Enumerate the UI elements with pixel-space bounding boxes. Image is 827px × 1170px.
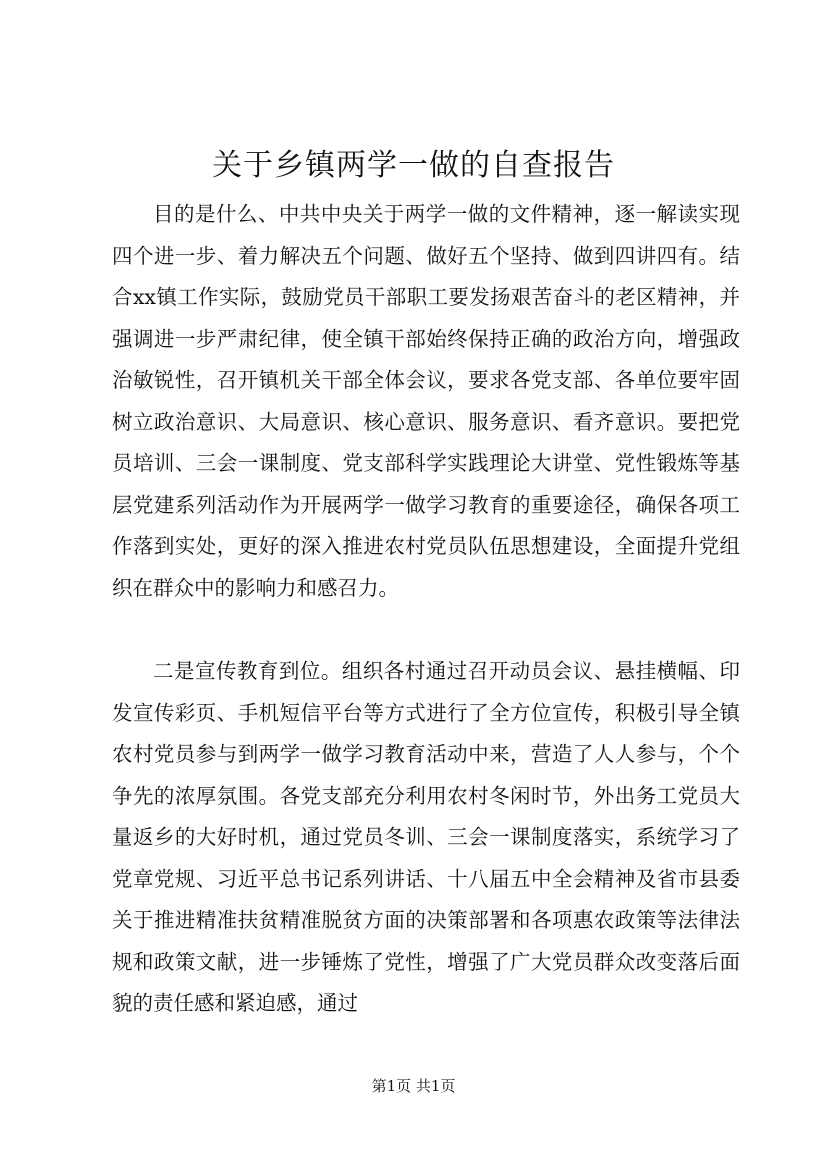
paragraph-1: 目的是什么、中共中央关于两学一做的文件精神，逐一解读实现四个进一步、着力解决五个问题、做好五个坚持、做到四讲四有。结合xx镇工作实际，鼓励党员干部职工要发扬艰苦奋斗的老区精神，并强调进一步严肃纪律，使全镇干部始终保持正确的政治方向，增强政治敏锐性，召开镇机关干部全体会议，要求各党支部、各单位要牢固树立政治意识、大局意识、核心意识、服务意识、看齐意识。要把党员培训、三会一课制度、党支部科学实践理论大讲堂、党性锻炼等基层党建系列活动作为开展两学一做学习教育的重要途径，确保各项工作落到实处，更好的深入推进农村党员队伍思想建设，全面提升党组织在群众中的影响力和感召力。 (112, 202, 740, 600)
document-title: 关于乡镇两学一做的自查报告 (212, 148, 615, 183)
paragraph-2: 二是宣传教育到位。组织各村通过召开动员会议、悬挂横幅、印发宣传彩页、手机短信平台等方式进行了全方位宣传，积极引导全镇农村党员参与到两学一做学习教育活动中来，营造了人人参与，个个争先的浓厚氛围。各党支部充分利用农村冬闲时节，外出务工党员大量返乡的大好时机，通过党员冬训、三会一课制度落实，系统学习了党章党规、习近平总书记系列讲话、十八届五中全会精神及省市县委关于推进精准扶贫精准脱贫方面的决策部署和各项惠农政策等法律法规和政策文献，进一步锤炼了党性，增强了广大党员群众改变落后面貌的责任感和紧迫感，通过 (112, 659, 740, 1015)
page-footer: 第1页 共1页 (371, 1077, 456, 1095)
